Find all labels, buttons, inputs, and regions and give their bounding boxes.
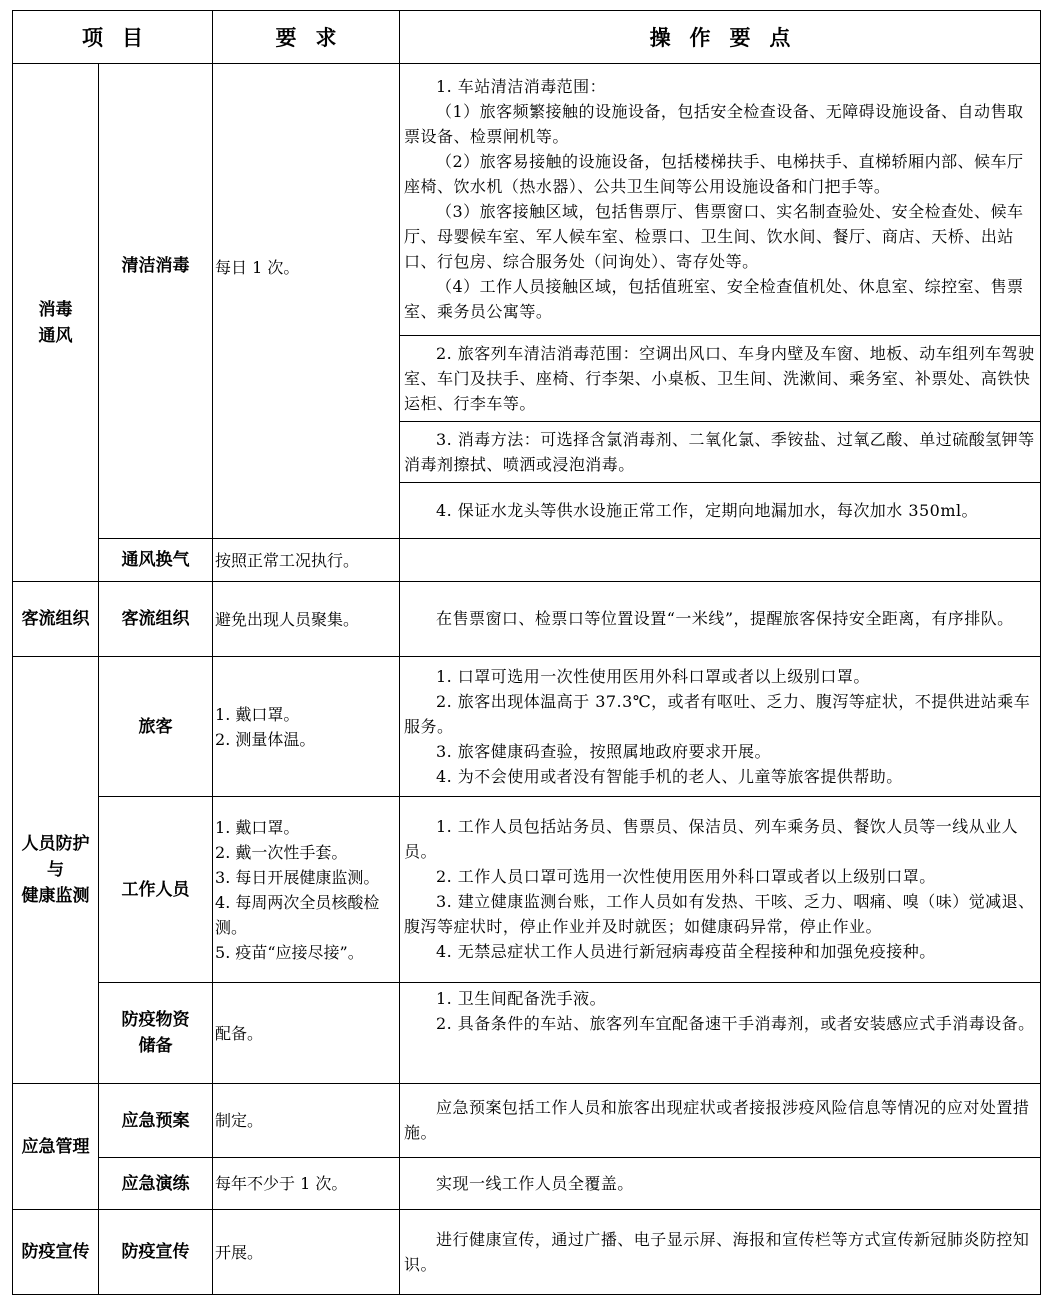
- req-passenger: 1. 戴口罩。 2. 测量体温。: [213, 657, 400, 797]
- item-ventilate: 通风换气: [99, 539, 213, 582]
- row-emergency-drill: [13, 1158, 1041, 1210]
- row-emergency-plan: [13, 1084, 1041, 1158]
- req-clean-disinfect: 每日 1 次。: [213, 64, 400, 539]
- ops-emergency-plan: 应急预案包括工作人员和旅客出现症状或者接报涉疫风险信息等情况的应对处置措施。: [400, 1084, 1041, 1158]
- header-row: [13, 11, 1041, 64]
- item-staff: 工作人员: [99, 797, 213, 983]
- ops-passenger: 1. 口罩可选用一次性使用医用外科口罩或者以上级别口罩。 2. 旅客出现体温高于 37.3℃，或者有呕吐、乏力、腹泻等症状，不提供进站乘车服务。 3. 旅客健康码查验，按照属地政府要求开展。 4. 为不会使用或者没有智能手机的老人、儿童等旅客提供帮助。: [400, 657, 1041, 797]
- ops-disinfect-method: 3. 消毒方法：可选择含氯消毒剂、二氧化氯、季铵盐、过氧乙酸、单过硫酸氢钾等消毒剂擦拭、喷洒或浸泡消毒。: [400, 422, 1041, 483]
- req-emergency-drill: 每年不少于 1 次。: [213, 1158, 400, 1210]
- item-publicity: 防疫宣传: [99, 1210, 213, 1295]
- row-staff: [13, 797, 1041, 983]
- item-passenger: 旅客: [99, 657, 213, 797]
- ops-supplies: 1. 卫生间配备洗手液。 2. 具备条件的车站、旅客列车宜配备速干手消毒剂，或者安装感应式手消毒设备。: [400, 983, 1041, 1084]
- ops-ventilate: [400, 539, 1041, 582]
- ops-water-supply: 4. 保证水龙头等供水设施正常工作，定期向地漏加水，每次加水 350ml。: [400, 483, 1041, 539]
- category-protection-monitoring: 人员防护 与 健康监测: [13, 657, 99, 1084]
- item-passenger-flow: 客流组织: [99, 582, 213, 657]
- req-supplies: 配备。: [213, 983, 400, 1084]
- ops-staff: 1. 工作人员包括站务员、售票员、保洁员、列车乘务员、餐饮人员等一线从业人员。 2. 工作人员口罩可选用一次性使用医用外科口罩或者以上级别口罩。 3. 建立健康监测台账，工作人员如有发热、干咳、乏力、咽痛、嗅（味）觉减退、腹泻等症状时，停止作业并及时就医；如健康码异常，停止作业。 4. 无禁忌症状工作人员进行新冠病毒疫苗全程接种和加强免疫接种。: [400, 797, 1041, 983]
- header-key-points: 操作要点: [400, 11, 1041, 64]
- header-item: 项目: [13, 11, 213, 64]
- req-emergency-plan: 制定。: [213, 1084, 400, 1158]
- ops-station-scope: 1. 车站清洁消毒范围： （1）旅客频繁接触的设施设备，包括安全检查设备、无障碍设施设备、自动售取票设备、检票闸机等。 （2）旅客易接触的设施设备，包括楼梯扶手、电梯扶手、直梯轿厢内部、候车厅座椅、饮水机（热水器）、公共卫生间等公用设施设备和门把手等。 （3）旅客接触区域，包括售票厅、售票窗口、实名制查验处、安全检查处、候车厅、母婴候车室、军人候车室、检票口、卫生间、饮水间、餐厅、商店、天桥、出站口、行包房、综合服务处（问询处）、寄存处等。 （4）工作人员接触区域，包括值班室、安全检查值机处、休息室、综控室、售票室、乘务员公寓等。: [400, 64, 1041, 336]
- category-disinfect-ventilate: 消毒 通风: [13, 64, 99, 582]
- req-publicity: 开展。: [213, 1210, 400, 1295]
- header-requirement: 要求: [213, 11, 400, 64]
- ops-passenger-flow: 在售票窗口、检票口等位置设置“一米线”，提醒旅客保持安全距离，有序排队。: [400, 582, 1041, 657]
- req-passenger-flow: 避免出现人员聚集。: [213, 582, 400, 657]
- item-clean-disinfect: 清洁消毒: [99, 64, 213, 539]
- category-publicity: 防疫宣传: [13, 1210, 99, 1295]
- ops-train-scope: 2. 旅客列车清洁消毒范围：空调出风口、车身内壁及车窗、地板、动车组列车驾驶室、车门及扶手、座椅、行李架、小桌板、卫生间、洗漱间、乘务室、补票处、高铁快运柜、行李车等。: [400, 336, 1041, 422]
- category-emergency: 应急管理: [13, 1084, 99, 1210]
- row-clean-1: [13, 64, 1041, 336]
- item-emergency-plan: 应急预案: [99, 1084, 213, 1158]
- row-passenger: [13, 657, 1041, 797]
- row-flow: [13, 582, 1041, 657]
- row-supplies: [13, 983, 1041, 1084]
- item-supplies: 防疫物资 储备: [99, 983, 213, 1084]
- row-ventilate: [13, 539, 1041, 582]
- guidelines-table: [12, 10, 1041, 1295]
- ops-emergency-drill: 实现一线工作人员全覆盖。: [400, 1158, 1041, 1210]
- req-staff: 1. 戴口罩。 2. 戴一次性手套。 3. 每日开展健康监测。 4. 每周两次全员核酸检测。 5. 疫苗“应接尽接”。: [213, 797, 400, 983]
- row-publicity: [13, 1210, 1041, 1295]
- req-ventilate: 按照正常工况执行。: [213, 539, 400, 582]
- category-passenger-flow: 客流组织: [13, 582, 99, 657]
- item-emergency-drill: 应急演练: [99, 1158, 213, 1210]
- ops-publicity: 进行健康宣传，通过广播、电子显示屏、海报和宣传栏等方式宣传新冠肺炎防控知识。: [400, 1210, 1041, 1295]
